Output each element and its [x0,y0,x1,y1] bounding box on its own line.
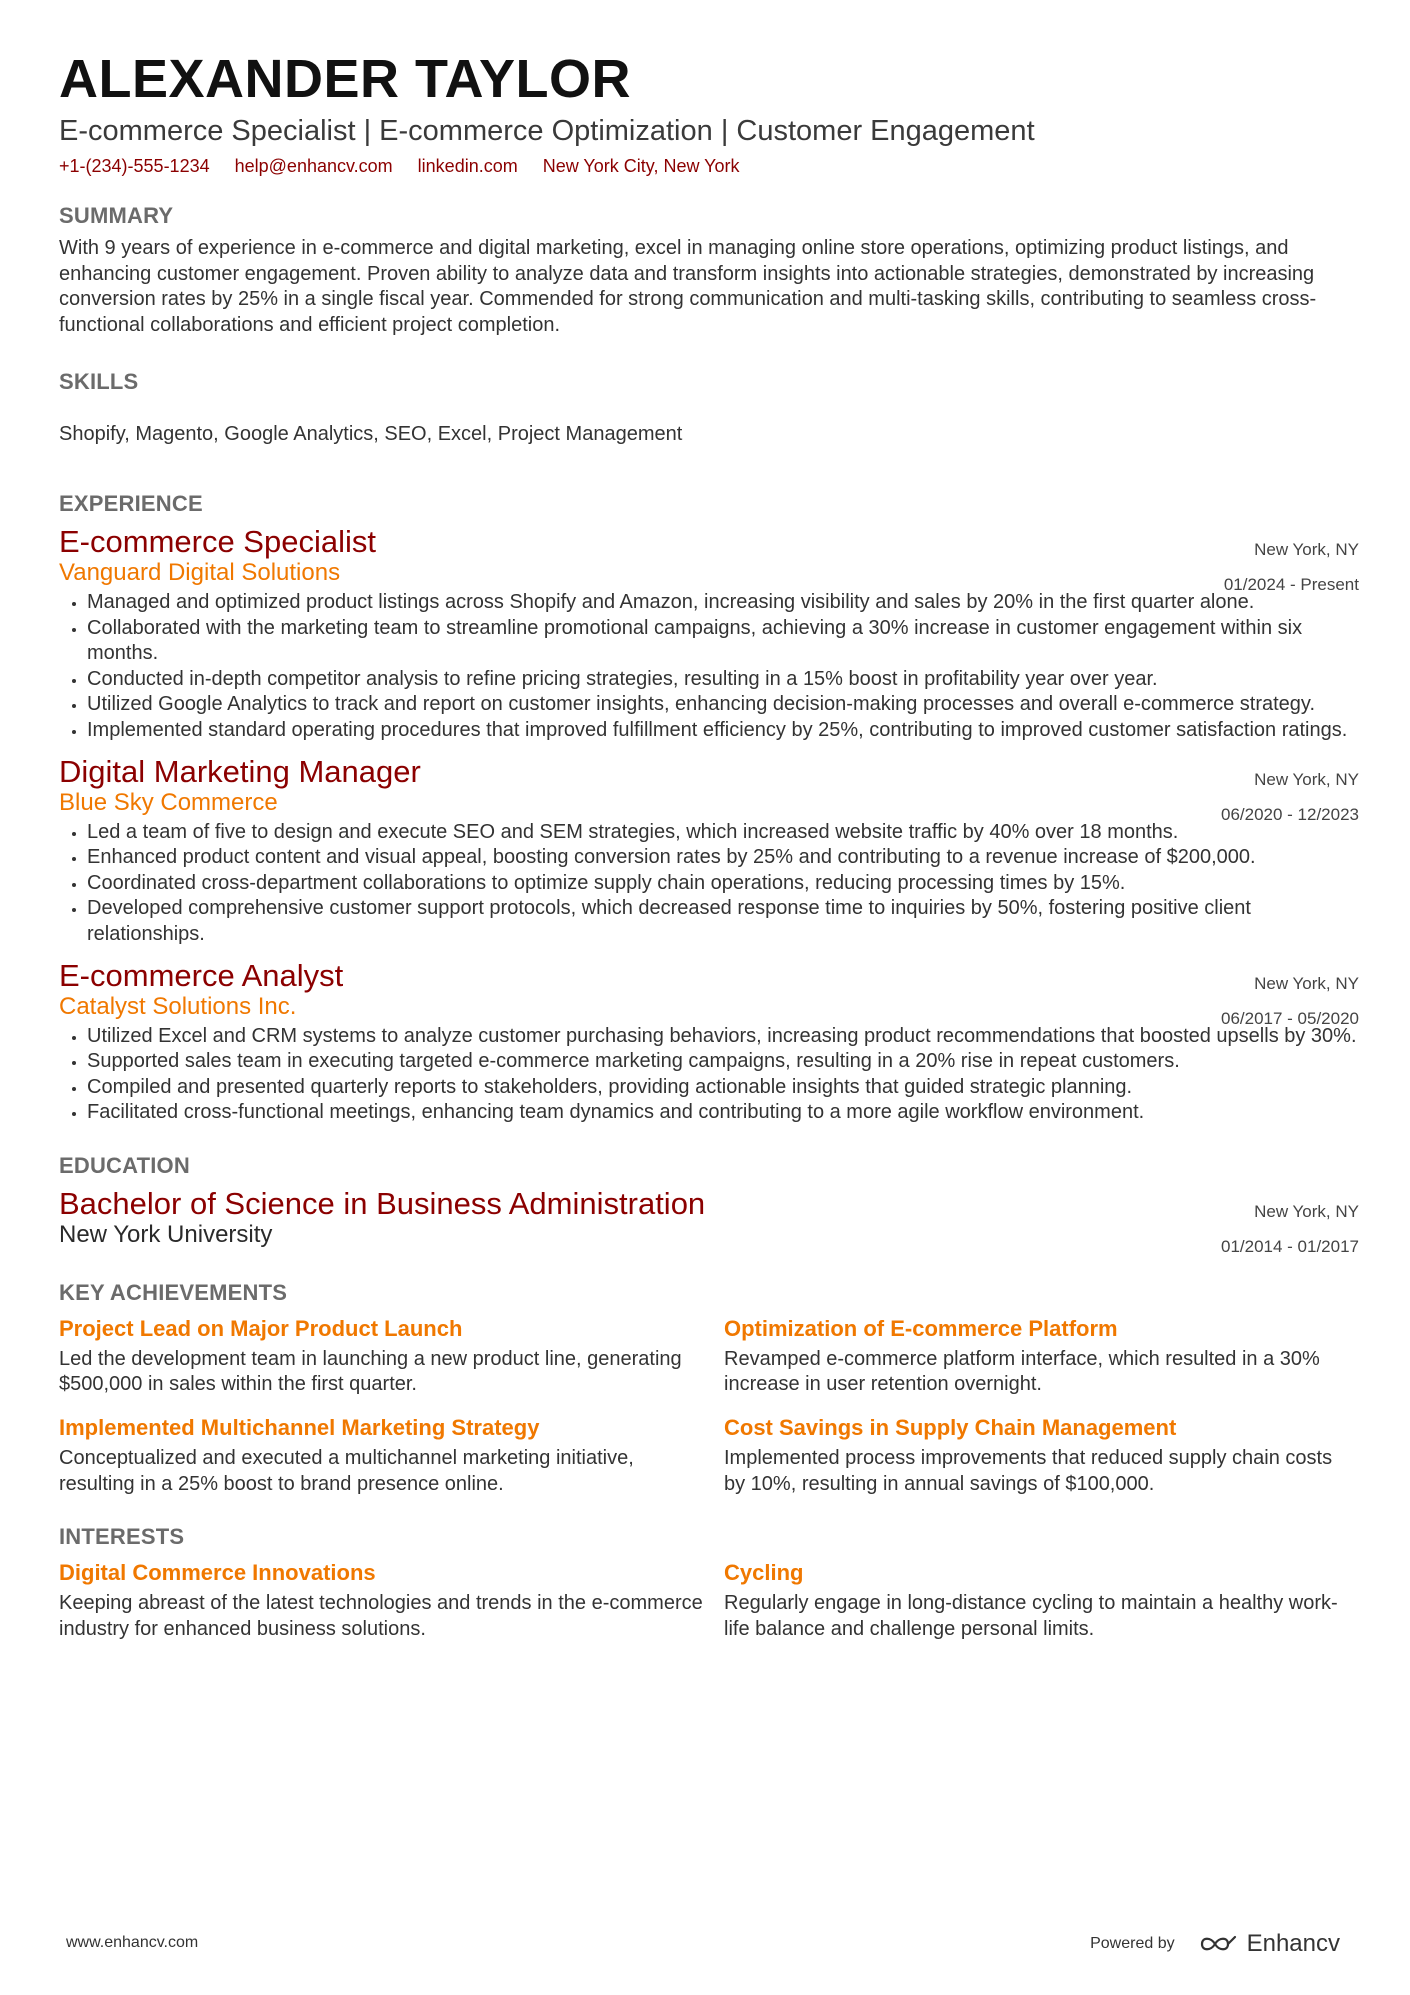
resume-page [59,48,1359,1650]
job-bullet: • Supported sales team in executing targeted e-commerce marketing campaigns, resulting in a 20% rise in repeat customers. [87,1049,1359,1075]
skills-section [59,368,1359,448]
page-footer [66,1930,1340,1960]
job-entry [59,958,1359,1126]
job-location: New York, NY [1254,769,1359,789]
summary-text: With 9 years of experience in e-commerce and digital marketing, excel in managing online store operations, optimizing product listings, and enhancing customer engagement. Proven ability to analyze data and transform insights into actionable strategies, demonstrated by increasing conversion rates by 25% in a single fiscal year. Commended for strong communication and multi-tasking skills, contributing to seamless cross-functional collaborations and efficient project completion. [59,237,1317,336]
contact-linkedin[interactable]: linkedin.com [417,156,518,176]
job-bullet: • Utilized Excel and CRM systems to analyze customer purchasing behaviors, increasing product recommendations that boosted upsells by 30%. [87,1024,1359,1050]
achievement-card [724,1406,1359,1497]
achievement-desc: Conceptualized and executed a multichannel marketing initiative, resulting in a 25% boost to brand presence online. [59,1447,634,1495]
interest-title: Digital Commerce Innovations [59,1560,376,1586]
achievement-title: Project Lead on Major Product Launch [59,1315,463,1341]
enhancv-logo-icon [1199,1933,1239,1955]
job-title: Digital Marketing Manager [59,753,421,789]
interest-desc: Keeping abreast of the latest technologies and trends in the e-commerce industry for enhanced business solutions. [59,1592,703,1640]
achievement-desc: Led the development team in launching a new product line, generating $500,000 in sales within the first quarter. [59,1347,682,1396]
interests-heading: INTERESTS [59,1524,185,1550]
job-dates: 01/2024 - Present [1223,574,1359,594]
education-meta [1221,1194,1359,1264]
education-location: New York, NY [1254,1201,1359,1221]
achievements-section [59,1279,1359,1505]
job-bullet: • Utilized Google Analytics to track and report on customer insights, enhancing decision-making processes and overall e-commerce strategy. [87,692,1359,718]
job-meta [1224,532,1359,602]
job-dates: 06/2020 - 12/2023 [1220,804,1359,824]
job-company: Vanguard Digital Solutions [59,558,341,586]
contact-info [59,154,1359,178]
achievement-card [59,1406,724,1497]
achievements-heading: KEY ACHIEVEMENTS [59,1279,288,1305]
job-bullet: • Compiled and presented quarterly reports to stakeholders, providing actionable insights that guided strategic planning. [87,1075,1359,1101]
contact-email[interactable]: help@enhancv.com [234,156,393,176]
powered-by-label: Powered by [1090,1935,1175,1952]
education-heading: EDUCATION [59,1152,190,1178]
achievements-grid [59,1307,1359,1505]
summary-section [59,202,1359,338]
contact-location: New York City, New York [542,156,740,176]
job-bullet: • Led a team of five to design and execute SEO and SEM strategies, which increased website traffic by 40% over 18 months. [87,820,1359,846]
job-bullet: • Implemented standard operating procedures that improved fulfillment efficiency by 25%, contributing to improved customer satisfaction ratings. [87,718,1359,744]
job-bullets [59,820,1359,948]
job-bullet: • Developed comprehensive customer support protocols, which decreased response time to inquiries by 50%, fostering positive client relationships. [87,896,1359,947]
interests-grid [59,1551,1359,1650]
job-entry [59,524,1359,744]
job-meta [1221,762,1359,832]
education-section [59,1152,1359,1256]
education-entry [59,1185,1359,1256]
summary-heading: SUMMARY [59,203,174,228]
footer-website[interactable]: www.enhancv.com [66,1934,199,1951]
achievement-desc: Revamped e-commerce platform interface, which resulted in a 30% increase in user retention overnight. [724,1347,1320,1396]
job-company: Catalyst Solutions Inc. [59,992,297,1020]
job-location: New York, NY [1254,539,1359,559]
education-school: New York University [59,1220,273,1248]
job-title: E-commerce Analyst [59,957,344,993]
job-bullets [59,1024,1359,1126]
candidate-headline: E-commerce Specialist | E-commerce Optimization | Customer Engagement [59,115,1035,147]
job-meta [1221,966,1359,1036]
education-degree: Bachelor of Science in Business Administration [59,1185,706,1221]
skills-heading: SKILLS [59,369,139,395]
skills-list: Shopify, Magento, Google Analytics, SEO, Excel, Project Management [59,423,683,446]
achievement-desc: Implemented process improvements that reduced supply chain costs by 10%, resulting in annual savings of $100,000. [724,1447,1333,1495]
interest-card [724,1551,1359,1642]
job-bullet: • Conducted in-depth competitor analysis to refine pricing strategies, resulting in a 15% boost in profitability year over year. [87,667,1359,693]
footer-branding [1090,1930,1340,1958]
job-dates: 06/2017 - 05/2020 [1220,1008,1359,1028]
job-bullets [59,590,1359,744]
interest-desc: Regularly engage in long-distance cycling to maintain a healthy work-life balance and challenge personal limits. [724,1592,1338,1640]
job-title: E-commerce Specialist [59,523,376,559]
job-bullet: • Collaborated with the marketing team to streamline promotional campaigns, achieving a 30% increase in customer engagement within six months. [87,616,1359,667]
candidate-name: ALEXANDER TAYLOR [59,49,632,109]
job-company: Blue Sky Commerce [59,788,278,816]
brand-logo[interactable] [1199,1930,1340,1958]
achievement-title: Implemented Multichannel Marketing Strategy [59,1415,540,1441]
experience-section [59,490,1359,1126]
achievement-card [59,1307,724,1398]
job-bullet: • Managed and optimized product listings across Shopify and Amazon, increasing visibility and sales by 20% in the first quarter alone. [87,590,1359,616]
achievement-title: Cost Savings in Supply Chain Management [724,1415,1177,1441]
experience-heading: EXPERIENCE [59,490,203,516]
brand-name: Enhancv [1246,1930,1340,1957]
job-bullet: • Coordinated cross-department collaborations to optimize supply chain operations, reducing processing times by 15%. [87,871,1359,897]
interest-card [59,1551,724,1642]
job-location: New York, NY [1254,973,1359,993]
achievement-title: Optimization of E-commerce Platform [724,1315,1118,1341]
achievement-card [724,1307,1359,1398]
job-bullet: • Facilitated cross-functional meetings, enhancing team dynamics and contributing to a more agile workflow environment. [87,1100,1359,1126]
education-dates: 01/2014 - 01/2017 [1220,1236,1359,1256]
job-entry [59,754,1359,948]
interests-section [59,1523,1359,1650]
resume-header [59,48,1359,178]
interest-title: Cycling [724,1560,804,1586]
contact-phone[interactable]: +1-(234)-555-1234 [59,156,210,176]
job-bullet: • Enhanced product content and visual appeal, boosting conversion rates by 25% and contributing to a revenue increase of $200,000. [87,845,1359,871]
